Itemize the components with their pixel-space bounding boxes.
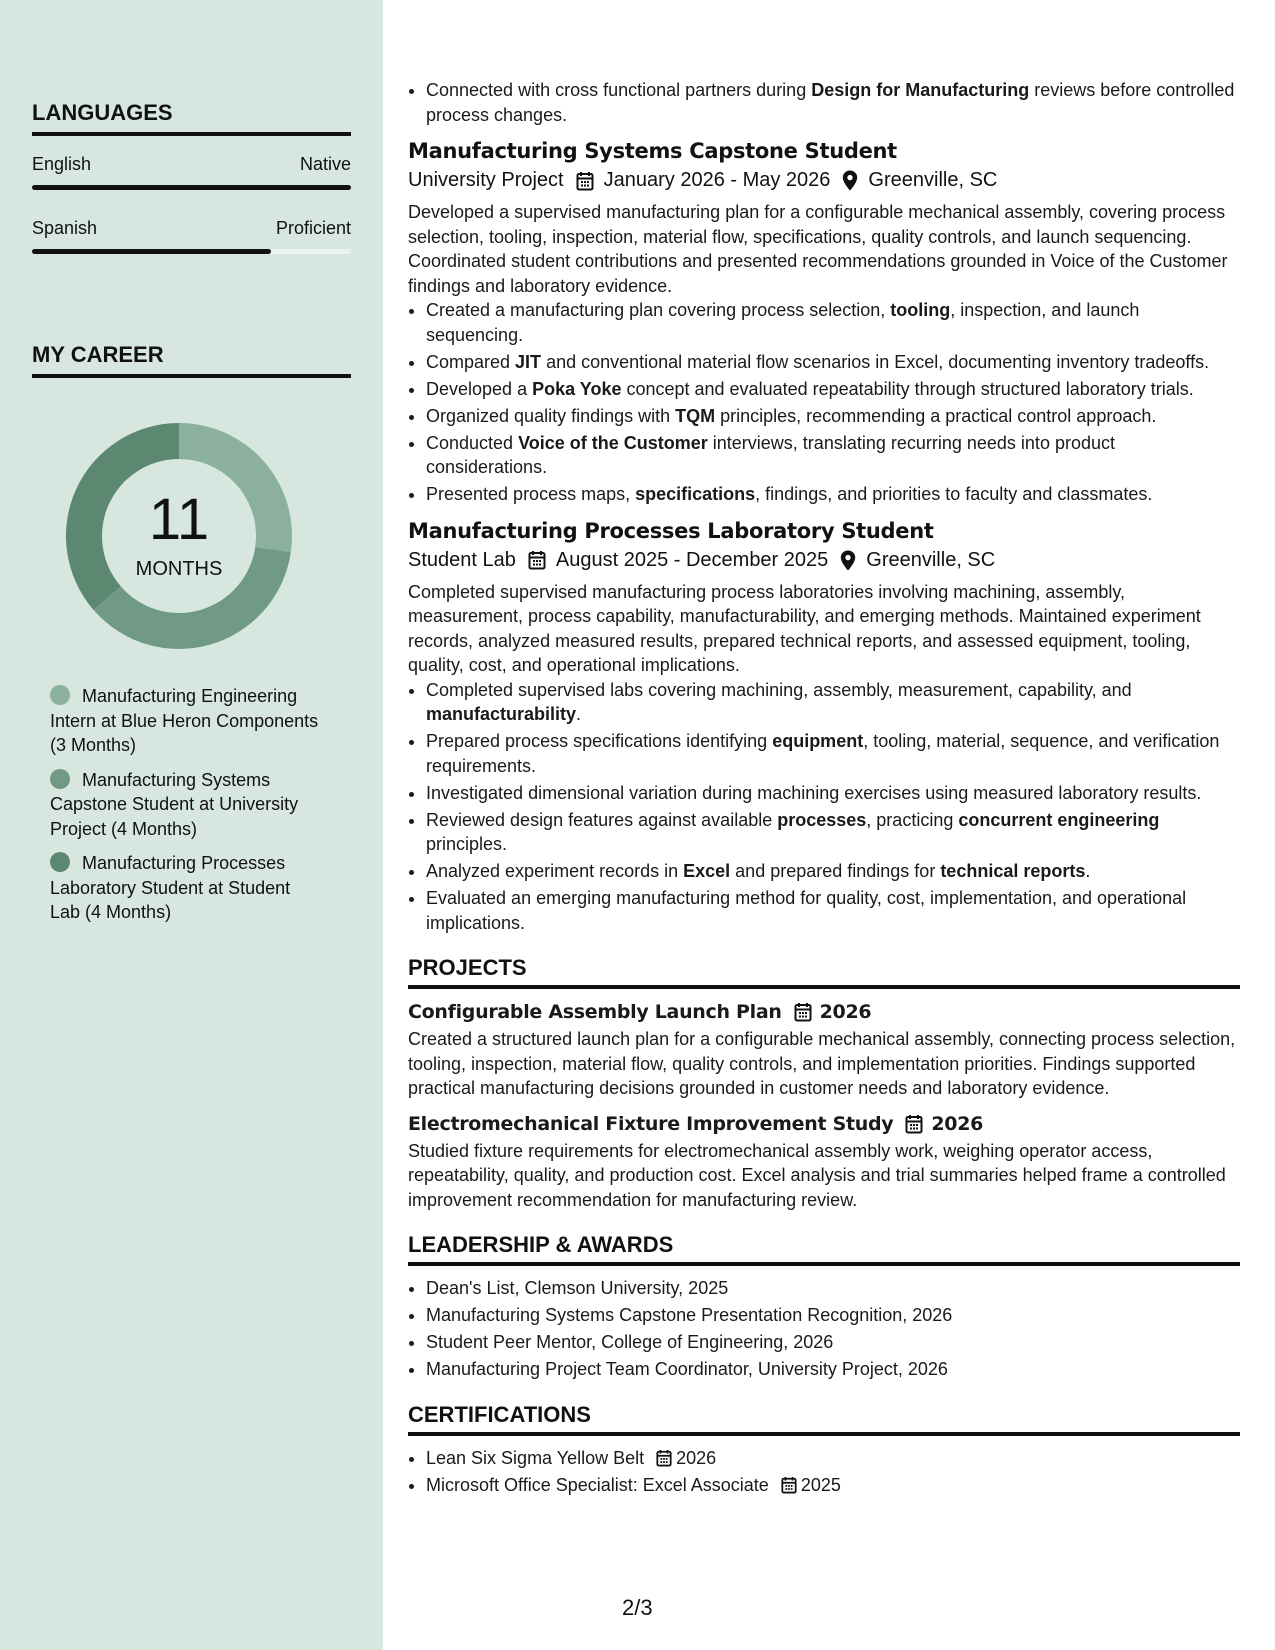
- certifications-section: [408, 1402, 1240, 1498]
- calendar-icon: [905, 1114, 923, 1134]
- certifications-list: [408, 1446, 1240, 1498]
- bullet-text: Connected with cross functional partners during: [426, 80, 812, 100]
- calendar-icon: [528, 550, 546, 570]
- bullet-item: [426, 729, 1240, 778]
- job-dates: January 2026 - May 2026: [603, 169, 831, 191]
- certification-name: • Microsoft Office Specialist: Excel Associate: [426, 1474, 769, 1495]
- leadership-item: • Dean's List, Clemson University, 2025: [426, 1276, 1240, 1301]
- job-meta: [408, 169, 1240, 192]
- leadership-list: [408, 1276, 1240, 1382]
- job-bullets: [408, 678, 1240, 936]
- bullet-bold: JIT: [515, 351, 542, 372]
- bullet-text: concept and evaluated repeatability through structured laboratory trials.: [621, 378, 1194, 399]
- career-legend: [50, 684, 320, 935]
- bullet-bold: technical reports: [940, 861, 1086, 881]
- bullet-item: [426, 298, 1240, 347]
- carryover-bullets: [408, 78, 1240, 127]
- job-meta: [408, 549, 1240, 572]
- language-level: Native: [299, 154, 351, 174]
- certification-year: 2026: [676, 1447, 717, 1468]
- bullet-text: principles, recommending a practical control approach.: [715, 405, 1157, 426]
- bullet-text: Organized quality findings with: [426, 405, 676, 426]
- job-description: Completed supervised manufacturing process laboratories involving machining, assembly, measurement, process capability, manufacturability, and emerging methods. Maintained experiment records, analyzed measured results, prepared technical reports, and assessed equipment, tooling, quality, cost, and operational implications.: [408, 581, 1201, 675]
- career-heading: MY CAREER: [32, 342, 351, 378]
- bullet-text: Completed supervised labs covering machining, assembly, measurement, capability, and: [426, 679, 1132, 700]
- job-location: Greenville, SC: [868, 169, 998, 191]
- page-number: 2/3: [622, 1595, 653, 1620]
- bullet-bold: specifications: [635, 484, 756, 504]
- bullet-item: [426, 859, 1240, 884]
- bullet-text: .: [1085, 861, 1091, 881]
- bullet-item: [426, 404, 1240, 429]
- bullet-bold: manufacturability: [426, 704, 577, 724]
- bullet-item: [426, 678, 1240, 727]
- project-year: 2026: [931, 1112, 984, 1135]
- job-dates: August 2025 - December 2025: [555, 548, 829, 571]
- language-item: [32, 218, 351, 254]
- bullet-text: Conducted: [426, 432, 519, 453]
- bullet-text: reviews before controlled process changes.: [426, 80, 1235, 125]
- bullet-text: Analyzed experiment records in: [426, 861, 684, 881]
- certification-name: • Lean Six Sigma Yellow Belt: [426, 1447, 645, 1468]
- leadership-item: • Manufacturing Systems Capstone Presentation Recognition, 2026: [426, 1303, 1240, 1328]
- certifications-heading: CERTIFICATIONS: [408, 1402, 1240, 1436]
- bullet-item: [426, 781, 1240, 806]
- bullet-text: Prepared process specifications identifying: [426, 731, 773, 751]
- job-description: Developed a supervised manufacturing plan for a configurable mechanical assembly, covering process selection, tooling, inspection, material flow, specifications, quality controls, and launch sequencing. Coordinated student contributions and presented recommendations grounded in Voice of the Customer findings and laboratory evidence.: [408, 202, 1228, 296]
- bullet-text: Evaluated an emerging manufacturing method for quality, cost, implementation, and operational implications.: [426, 888, 1187, 933]
- leadership-heading: LEADERSHIP & AWARDS: [408, 1232, 1240, 1266]
- location-pin-icon: [842, 170, 858, 191]
- bullet-item: [426, 808, 1240, 857]
- job-location: Greenville, SC: [866, 548, 996, 571]
- legend-label: Manufacturing Processes Laboratory Student at Student Lab (4 Months): [50, 853, 291, 922]
- bullet-bold: Design for Manufacturing: [811, 80, 1030, 100]
- bullet-bold: equipment: [772, 731, 864, 751]
- career-donut-chart: [66, 423, 292, 649]
- bullet-bold: tooling: [890, 300, 951, 320]
- bullet-text: , practicing: [866, 809, 959, 830]
- language-level-fill: [32, 185, 351, 190]
- project-title: Electromechanical Fixture Improvement Study: [408, 1112, 894, 1135]
- bullet-text: Investigated dimensional variation during machining exercises using measured laboratory results.: [426, 782, 1202, 803]
- leadership-item: • Student Peer Mentor, College of Engineering, 2026: [426, 1330, 1240, 1355]
- languages-heading: LANGUAGES: [32, 100, 351, 136]
- language-name: Spanish: [32, 218, 98, 238]
- languages-section: [32, 100, 351, 254]
- bullet-text: Compared: [426, 351, 516, 372]
- legend-dot: [50, 852, 70, 872]
- job-title: Manufacturing Systems Capstone Student: [408, 139, 897, 163]
- sidebar: [0, 0, 383, 1650]
- job-bullets: [408, 298, 1240, 507]
- certification-item: [426, 1473, 1240, 1498]
- language-name: English: [32, 154, 92, 174]
- bullet-text: and prepared findings for: [730, 861, 941, 881]
- legend-item: [50, 684, 320, 758]
- bullet-bold: Voice of the Customer: [518, 432, 708, 453]
- bullet-text: , tooling, material, sequence, and verification requirements.: [426, 731, 1220, 776]
- calendar-icon: [656, 1449, 672, 1467]
- career-total-unit: MONTHS: [135, 558, 223, 580]
- legend-label: Manufacturing Systems Capstone Student at University Project (4 Months): [50, 769, 299, 839]
- legend-item: [50, 851, 320, 925]
- leadership-item: • Manufacturing Project Team Coordinator, University Project, 2026: [426, 1357, 1240, 1382]
- legend-dot: [50, 685, 70, 705]
- bullet-bold: TQM: [675, 405, 716, 426]
- bullet-text: , inspection, and launch sequencing.: [426, 300, 1140, 345]
- main-content: [408, 78, 1240, 1500]
- project-title-row: [408, 1113, 1240, 1135]
- bullet-text: .: [576, 704, 582, 724]
- bullet-text: , findings, and priorities to faculty and classmates.: [755, 484, 1153, 504]
- language-level-bar: [32, 185, 351, 190]
- legend-dot: [50, 769, 70, 789]
- bullet-text: Created a manufacturing plan covering process selection,: [426, 300, 891, 320]
- project-description: Created a structured launch plan for a configurable mechanical assembly, connecting process selection, tooling, inspection, material flow, quality controls, and implementation priorities. Findings supported practical manufacturing decisions grounded in customer needs and laboratory evidence.: [408, 1029, 1236, 1098]
- bullet-bold: Poka Yoke: [532, 378, 622, 399]
- legend-label: Manufacturing Engineering Intern at Blue Heron Components (3 Months): [50, 686, 319, 755]
- calendar-icon: [794, 1002, 812, 1022]
- bullet-text: principles.: [426, 834, 508, 854]
- language-level-bar: [32, 249, 351, 254]
- calendar-icon: [781, 1476, 797, 1494]
- bullet-item: [426, 482, 1240, 507]
- bullet-item: [426, 886, 1240, 935]
- bullet-bold: concurrent engineering: [958, 809, 1160, 830]
- bullet-item: [426, 350, 1240, 375]
- leadership-section: [408, 1232, 1240, 1382]
- bullet-text: and conventional material flow scenarios in Excel, documenting inventory tradeoffs.: [541, 351, 1210, 372]
- certification-year: 2025: [800, 1474, 841, 1495]
- project-entry: [408, 1113, 1240, 1213]
- bullet-text: Presented process maps,: [426, 484, 636, 504]
- job-org: University Project: [408, 169, 564, 191]
- bullet-text: Developed a: [426, 378, 533, 399]
- bullet-bold: processes: [777, 809, 867, 830]
- legend-item: [50, 768, 320, 842]
- job-title: Manufacturing Processes Laboratory Student: [408, 518, 934, 543]
- projects-heading: PROJECTS: [408, 955, 1240, 989]
- language-level-fill: [32, 249, 271, 254]
- certification-item: [426, 1446, 1240, 1471]
- location-pin-icon: [840, 550, 856, 571]
- project-title-row: [408, 1001, 1240, 1023]
- bullet-item: [426, 431, 1240, 480]
- project-title: Configurable Assembly Launch Plan: [408, 1001, 782, 1023]
- calendar-icon: [576, 171, 594, 191]
- bullet-text: interviews, translating recurring needs into product considerations.: [426, 432, 1115, 477]
- job-entry: [408, 519, 1240, 936]
- career-section: [32, 342, 351, 378]
- language-level: Proficient: [275, 218, 351, 238]
- project-description: Studied fixture requirements for electromechanical assembly work, weighing operator access, repeatability, quality, and production cost. Excel analysis and trial summaries helped frame a controlled improvement recommendation for manufacturing review.: [408, 1140, 1226, 1210]
- bullet-item: [426, 78, 1240, 127]
- bullet-text: Reviewed design features against available: [426, 809, 778, 830]
- bullet-bold: Excel: [683, 861, 731, 881]
- bullet-item: [426, 377, 1240, 402]
- language-item: [32, 154, 351, 190]
- career-total-months: 11: [148, 487, 210, 552]
- project-year: 2026: [819, 1001, 872, 1023]
- job-entry: [408, 139, 1240, 507]
- project-entry: [408, 1001, 1240, 1101]
- job-org: Student Lab: [408, 548, 516, 571]
- projects-section: [408, 955, 1240, 1212]
